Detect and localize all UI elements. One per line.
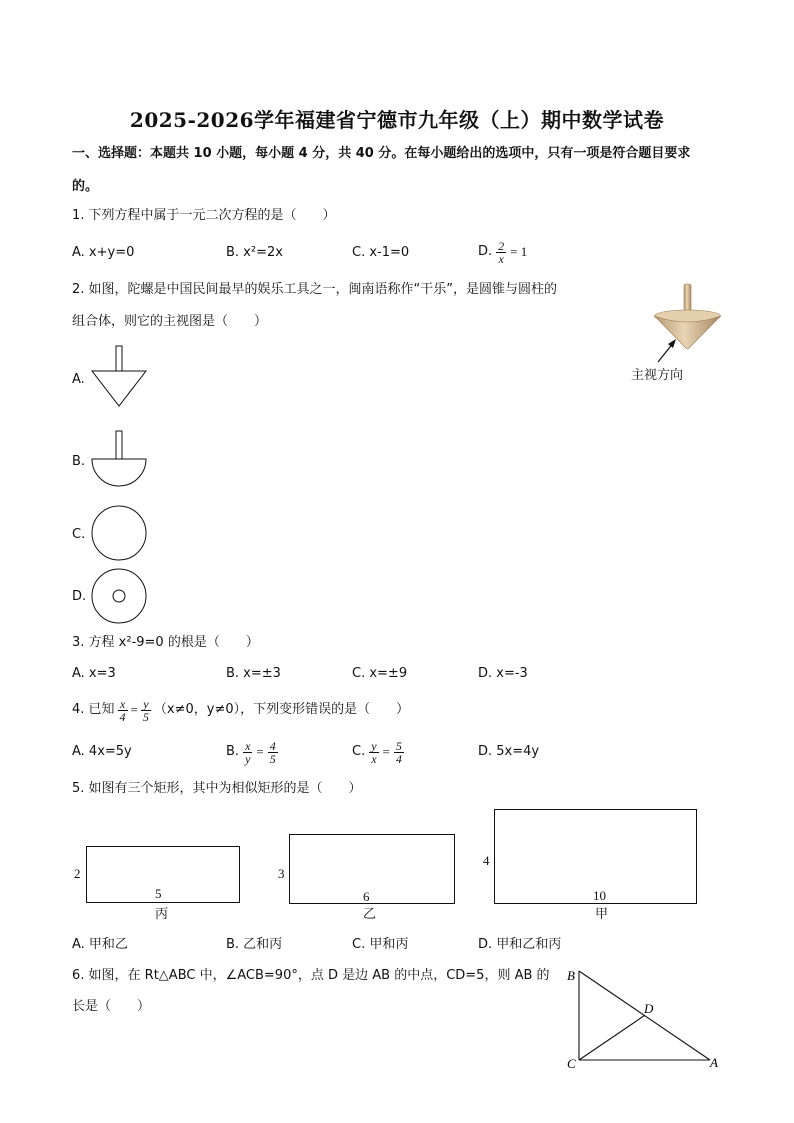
section-heading-line2: 的。 <box>72 179 99 194</box>
top-stem <box>684 284 691 314</box>
q1-d-fraction <box>496 240 506 265</box>
rect-yi-height: 3 <box>278 866 285 881</box>
rect-jia-height: 4 <box>483 853 490 868</box>
q3-option-c: C. x=±9 <box>352 666 408 681</box>
q5-option-d: D. 甲和乙和丙 <box>478 937 562 952</box>
q4-c-right-denominator: 4 <box>395 751 402 766</box>
q6-stem-line2: 长是（ ） <box>72 999 151 1014</box>
q4-stem <box>72 693 409 727</box>
vertex-a-label: A <box>710 1055 718 1070</box>
q5-stem: 5. 如图有三个矩形，其中为相似矩形的是（ ） <box>72 781 362 796</box>
exam-title: 2025-2026学年福建省宁德市九年级（上）期中数学试卷 <box>129 108 665 132</box>
q4-c-left-denominator: x <box>371 751 377 766</box>
q2-option-a-figure <box>88 345 152 409</box>
q1-stem: 1. 下列方程中属于一元二次方程的是（ ） <box>72 208 336 223</box>
q2-option-d-label: D. <box>72 589 87 604</box>
q2-option-c-figure <box>88 503 152 563</box>
q4-stem-fraction-2 <box>141 698 151 723</box>
q4-b-right-numerator: 4 <box>269 738 276 753</box>
view-direction-label: 主视方向 <box>631 368 684 383</box>
rect-bing <box>86 846 240 903</box>
q4-b-label: B. <box>226 744 240 759</box>
view-arrow-head <box>668 339 676 348</box>
q1-option-c: C. x-1=0 <box>352 245 410 260</box>
q4-b-left-fraction <box>243 740 252 765</box>
q4-option-c <box>352 735 404 769</box>
q1-d-label: D. <box>478 244 493 259</box>
q2-option-a-label: A. <box>72 372 85 387</box>
q4-c-left-fraction <box>369 740 378 765</box>
rect-jia-width: 10 <box>593 888 606 903</box>
q5-option-c: C. 甲和丙 <box>352 937 409 952</box>
q4-f1-numerator: x <box>118 698 128 711</box>
rect-bing-name: 丙 <box>155 907 169 922</box>
segment-cd <box>579 1016 645 1061</box>
q2-option-b-label: B. <box>72 454 86 469</box>
q4-f2-numerator: y <box>141 698 151 711</box>
q4-f1-denominator: 4 <box>119 709 126 724</box>
q5-option-b: B. 乙和丙 <box>226 937 283 952</box>
q4-option-d: D. 5x=4y <box>478 744 540 759</box>
q1-option-b: B. x²=2x <box>226 245 283 260</box>
q3-option-b: B. x=±3 <box>226 666 281 681</box>
q4-f2-denominator: 5 <box>142 709 149 724</box>
q4-stem-equals: = <box>130 702 138 717</box>
q2-option-b-figure <box>88 430 152 490</box>
q3-option-a: A. x=3 <box>72 666 116 681</box>
q1-option-d <box>478 236 527 268</box>
q4-b-equals: = <box>256 744 264 759</box>
rect-bing-width: 5 <box>155 886 162 901</box>
triangle-figure <box>560 965 730 1075</box>
rect-yi-width: 6 <box>363 889 370 904</box>
rect-yi-name: 乙 <box>363 907 377 922</box>
q3-stem: 3. 方程 x²-9=0 的根是（ ） <box>72 635 259 650</box>
q4-c-label: C. <box>352 744 366 759</box>
q4-b-left-numerator: x <box>245 738 251 753</box>
q4-stem-fraction-1 <box>118 698 128 723</box>
rect-bing-height: 2 <box>74 866 81 881</box>
q4-c-equals: = <box>382 744 390 759</box>
q1-d-numerator: 2 <box>498 238 505 253</box>
q2-option-d-figure <box>88 567 152 627</box>
q4-b-right-denominator: 5 <box>269 751 276 766</box>
q3-option-d: D. x=-3 <box>478 666 528 681</box>
vertex-c-label: C <box>567 1056 576 1071</box>
rect-yi <box>289 834 455 904</box>
q4-c-right-fraction <box>394 740 404 765</box>
q2-option-c-label: C. <box>72 527 86 542</box>
q2-stem-line1: 2. 如图，陀螺是中国民间最早的娱乐工具之一，闽南语称作“干乐”，是圆锥与圆柱的 <box>72 282 558 297</box>
q1-d-denominator: x <box>498 251 504 266</box>
q4-stem-prefix: 4. 已知 <box>72 702 115 717</box>
q4-b-left-denominator: y <box>245 751 251 766</box>
point-d-label: D <box>644 1001 654 1016</box>
q6-stem-line1: 6. 如图，在 Rt△ABC 中，∠ACB=90°，点 D 是边 AB 的中点，CD=5，则 AB 的 <box>72 968 550 983</box>
section-heading-line1: 一、选择题：本题共 10 小题，每小题 4 分，共 40 分。在每小题给出的选项中，只有一项是符合题目要求 <box>72 146 691 161</box>
q4-c-left-numerator: y <box>371 738 377 753</box>
q4-option-a: A. 4x=5y <box>72 744 132 759</box>
q1-d-rest: = 1 <box>510 244 528 259</box>
q5-option-a: A. 甲和乙 <box>72 937 128 952</box>
q4-b-right-fraction <box>268 740 278 765</box>
vertex-b-label: B <box>567 968 575 983</box>
q4-c-right-numerator: 5 <box>395 738 402 753</box>
rect-jia-name: 甲 <box>595 907 609 922</box>
q2-stem-line2: 组合体，则它的主视图是（ ） <box>72 314 268 329</box>
q1-option-a: A. x+y=0 <box>72 245 135 260</box>
q4-option-b <box>226 735 278 769</box>
q4-stem-suffix: （x≠0，y≠0），下列变形错误的是（ ） <box>153 702 410 717</box>
